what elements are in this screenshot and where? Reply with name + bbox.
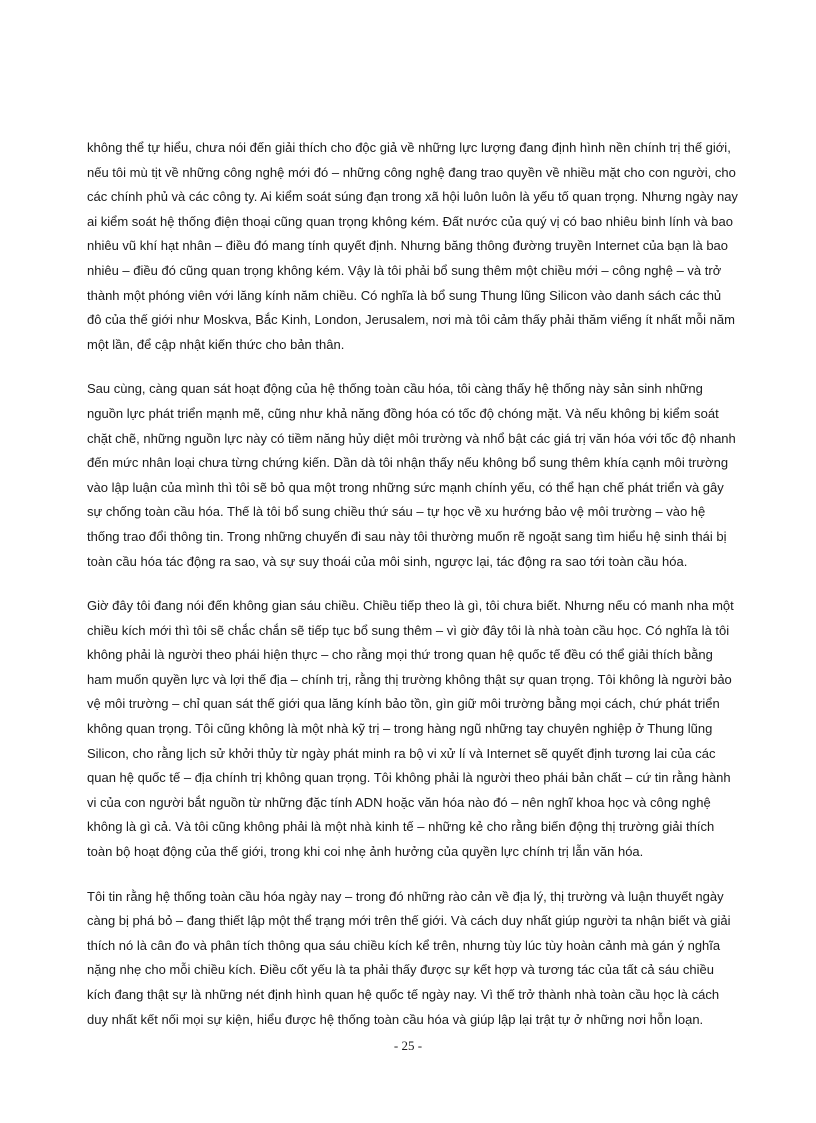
page-number: - 25 - [393,1038,423,1053]
paragraph-2: Sau cùng, càng quan sát hoạt động của hệ thống toàn cầu hóa, tôi càng thấy hệ thống này sản sinh những nguồn lực phát triển mạnh mẽ, cũng như khả năng đồng hóa có tốc độ chóng mặt. Và nếu không bị kiểm soát chặt chẽ, những nguồn lực này có tiềm năng hủy diệt môi trường và nhổ bật các giá trị văn hóa với tốc độ nhanh đến mức nhân loại chưa từng chứng kiến. Dần dà tôi nhận thấy nếu không bổ sung thêm khía cạnh môi trường vào lập luận của mình thì tôi sẽ bỏ qua một trong những sức mạnh chính yếu, có thể hạn chế phát triển và gây sự chống toàn cầu hóa. Thế là tôi bổ sung chiều thứ sáu – tự học về xu hướng bảo vệ môi trường – vào hệ thống trao đổi thông tin. Trong những chuyến đi sau này tôi thường muốn rẽ ngoặt sang tìm hiểu hệ sinh thái bị toàn cầu hóa tác động ra sao, và sự suy thoái của môi sinh, ngược lại, tác động ra sao tới toàn cầu hóa. [87,381,736,569]
body-text [87,136,739,1052]
paragraph-1: không thể tự hiểu, chưa nói đến giải thích cho độc giả về những lực lượng đang định hình nền chính trị thế giới, nếu tôi mù tịt về những công nghệ mới đó – những công nghệ đang trao quyền về nhiều mặt cho con người, cho các chính phủ và các công ty. Ai kiểm soát súng đạn trong xã hội luôn luôn là yếu tố quan trọng. Nhưng ngày nay ai kiểm soát hệ thống điện thoại cũng quan trọng không kém. Đất nước của quý vị có bao nhiêu binh lính và bao nhiêu vũ khí hạt nhân – điều đó mang tính quyết định. Nhưng băng thông đường truyền Internet của bạn là bao nhiêu – điều đó cũng quan trọng không kém. Vậy là tôi phải bổ sung thêm một chiều mới – công nghệ – và trở thành một phóng viên với lăng kính năm chiều. Có nghĩa là bổ sung Thung lũng Silicon vào danh sách các thủ đô của thế giới như Moskva, Bắc Kinh, London, Jerusalem, nơi mà tôi cảm thấy phải thăm viếng ít nhất mỗi năm một lần, để cập nhật kiến thức cho bản thân. [87,140,738,352]
paragraph-3: Giờ đây tôi đang nói đến không gian sáu chiều. Chiều tiếp theo là gì, tôi chưa biết. Nhưng nếu có manh nha một chiều kích mới thì tôi sẽ chắc chắn sẽ tiếp tục bổ sung thêm – vì giờ đây tôi là nhà toàn cầu học. Có nghĩa là tôi không phải là người theo phái hiện thực – cho rằng mọi thứ trong quan hệ quốc tế đều có thể giải thích bằng ham muốn quyền lực và lợi thế địa – chính trị, rằng thị trường không thật sự quan trọng. Tôi không là người bảo vệ môi trường – chỉ quan sát thế giới qua lăng kính bảo tồn, gìn giữ môi trường bằng mọi cách, chứ phát triển không quan trọng. Tôi cũng không là một nhà kỹ trị – trong hàng ngũ những tay chuyên nghiệp ở Thung lũng Silicon, cho rằng lịch sử khởi thủy từ ngày phát minh ra bộ vi xử lí và Internet sẽ quyết định tương lai của các quan hệ quốc tế – địa chính trị không quan trọng. Tôi không phải là người theo phái bản chất – cứ tin rằng hành vi của con người bắt nguồn từ những đặc tính ADN hoặc văn hóa nào đó – nên nghĩ khoa học và công nghệ không là gì cả. Và tôi cũng không phải là một nhà kinh tế – những kẻ cho rằng biến động thị trường giải thích toàn bộ hoạt động của thế giới, trong khi coi nhẹ ảnh hưởng của quyền lực chính trị lẫn văn hóa. [87,598,734,860]
paragraph-4: Tôi tin rằng hệ thống toàn cầu hóa ngày nay – trong đó những rào cản về địa lý, thị trường và luận thuyết ngày càng bị phá bỏ – đang thiết lập một thể trạng mới trên thế giới. Và cách duy nhất giúp người ta nhận biết và giải thích nó là cân đo và phân tích thông qua sáu chiều kích kể trên, nhưng tùy lúc tùy hoàn cảnh mà gán ý nghĩa nặng nhẹ cho mỗi chiều kích. Điều cốt yếu là ta phải thấy được sự kết hợp và tương tác của tất cả sáu chiều kích đang thật sự là những nét định hình quan hệ quốc tế ngày nay. Vì thế trở thành nhà toàn cầu học là cách duy nhất kết nối mọi sự kiện, hiểu được hệ thống toàn cầu hóa và giúp lập lại trật tự ở những nơi hỗn loạn. [87,888,731,1027]
